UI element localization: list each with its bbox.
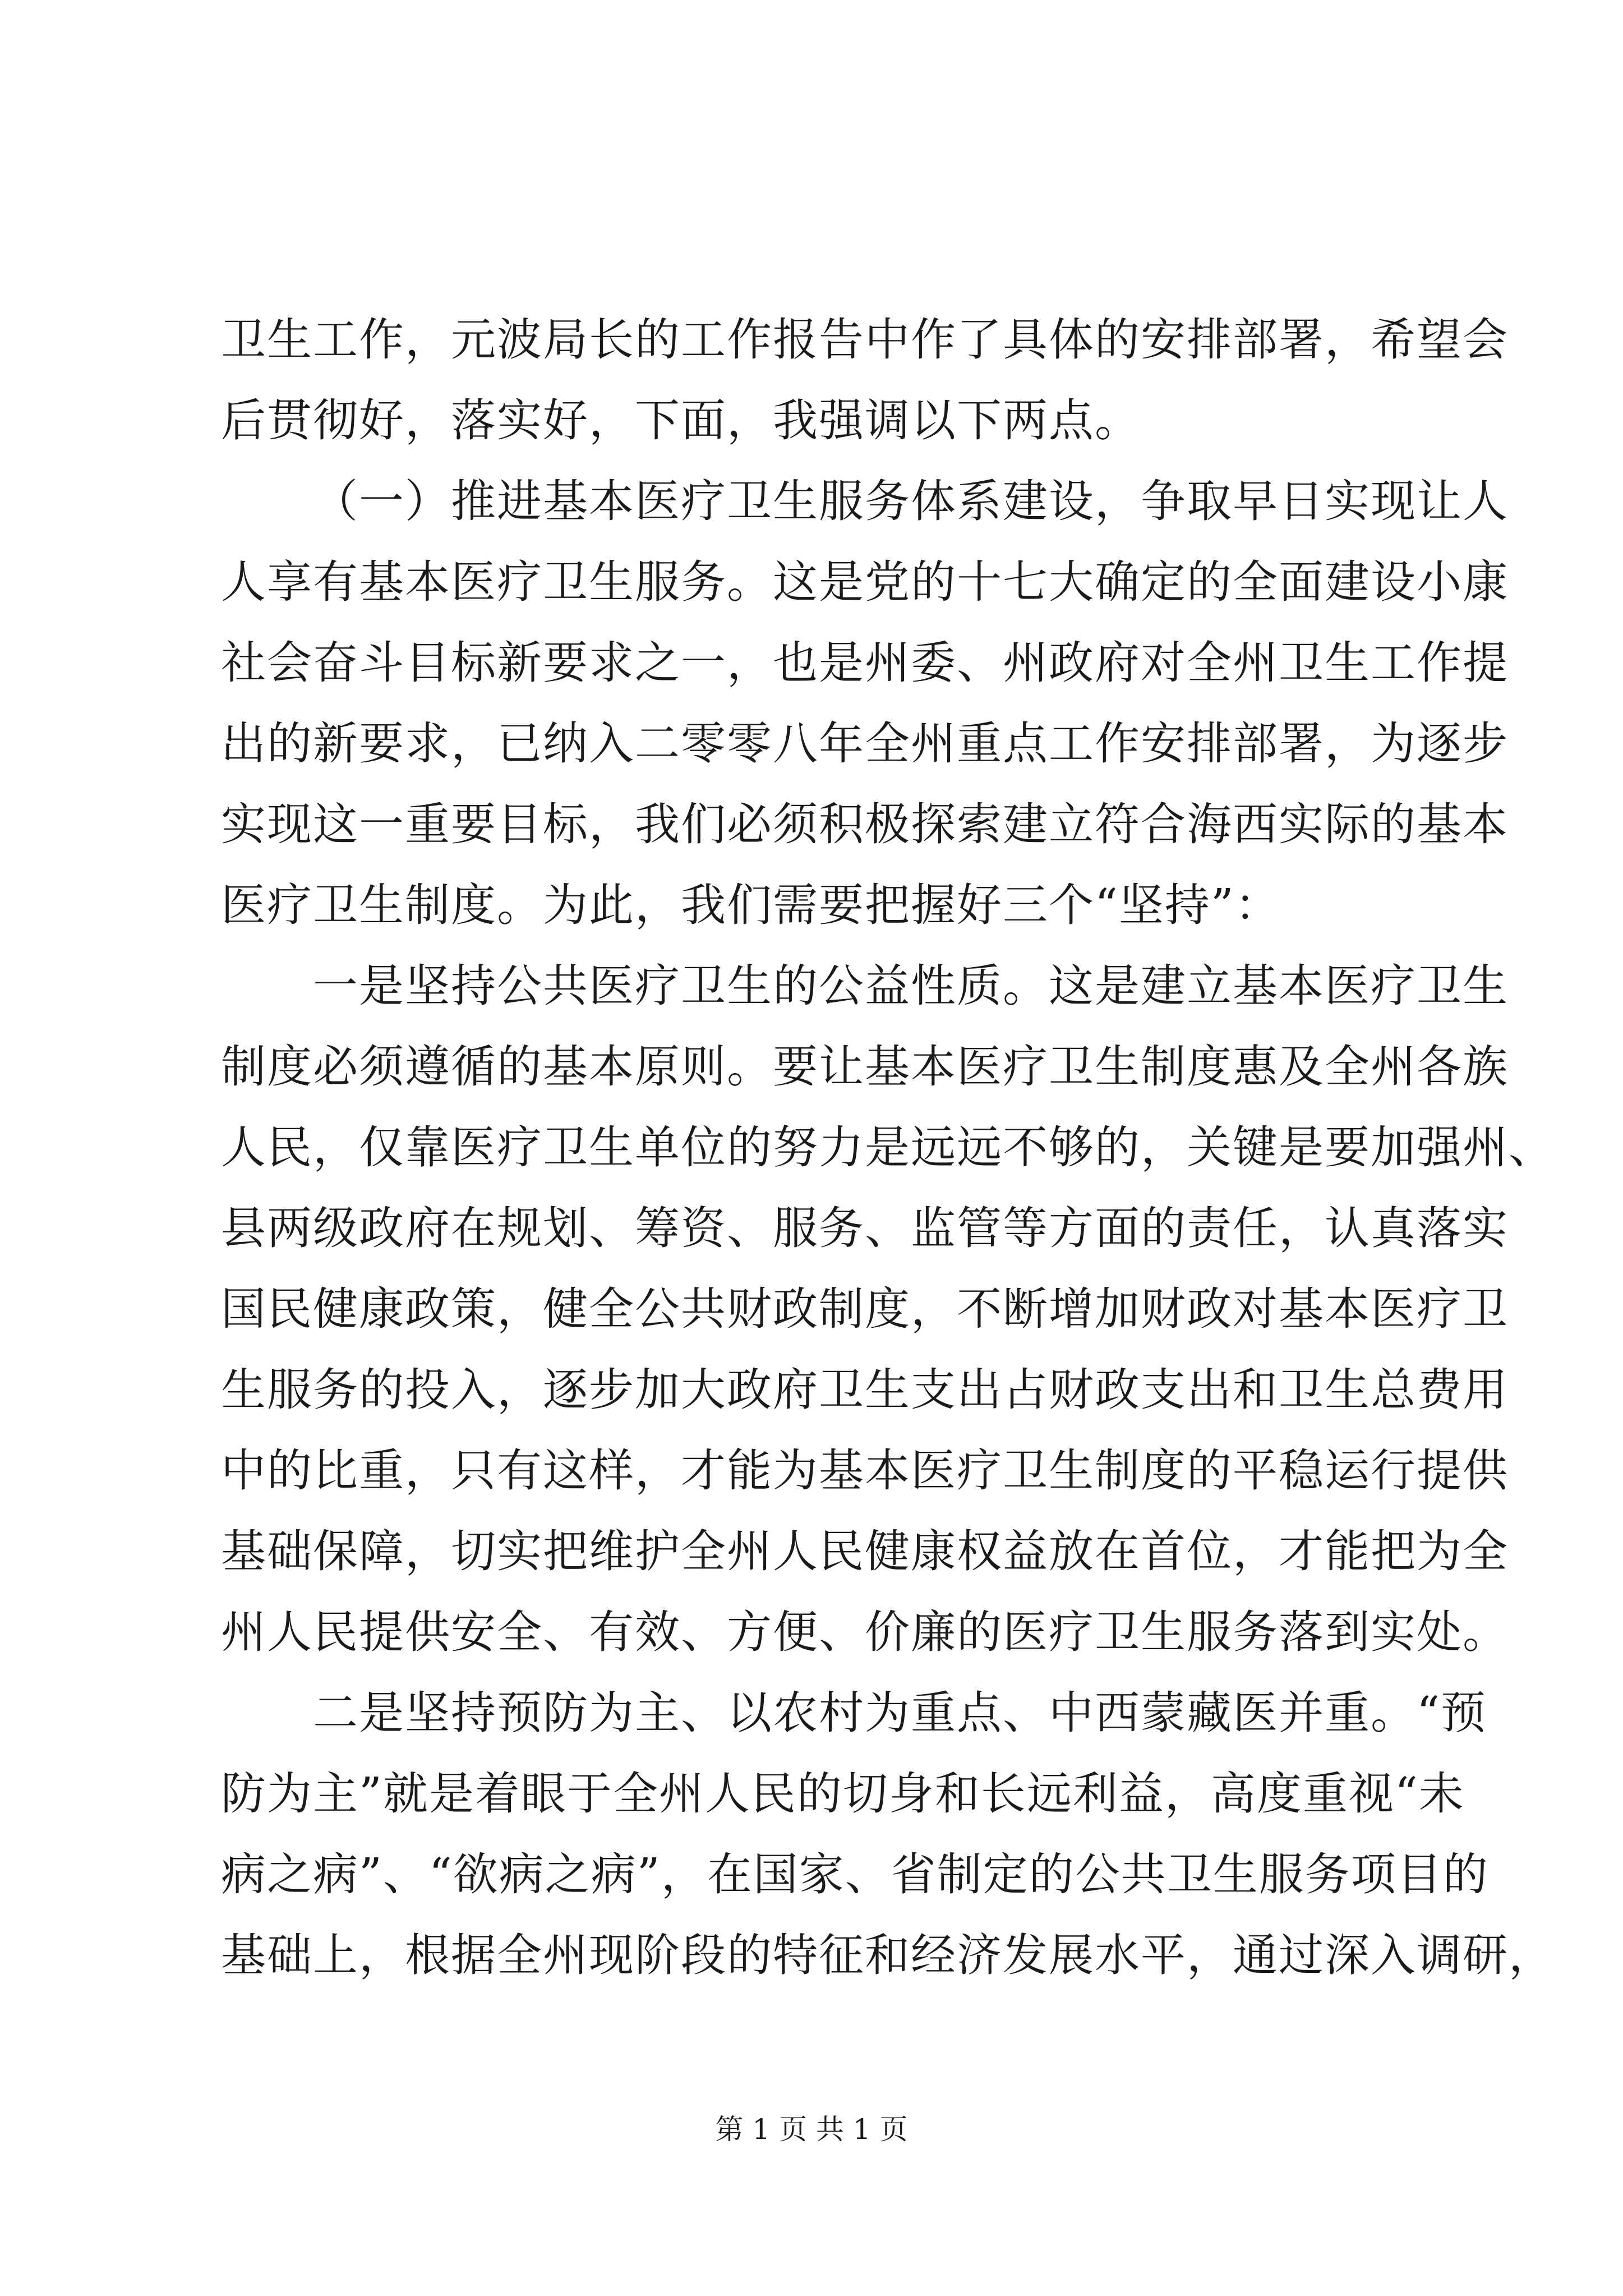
document-body (221, 300, 1555, 1996)
text-line: 出的新要求，已纳入二零零八年全州重点工作安排部署，为逐步 (221, 717, 1509, 770)
text-line: 病之病”、“欲病之病”，在国家、省制定的公共卫生服务项目的 (221, 1848, 1489, 1901)
paragraph-heading-line: （一）推进基本医疗卫生服务体系建设，争取早日实现让人 (313, 475, 1509, 527)
text-line: 后贯彻好，落实好，下面，我强调以下两点。 (221, 394, 1141, 447)
text-line: 实现这一重要目标，我们必须积极探索建立符合海西实际的基本 (221, 798, 1509, 850)
text-line: 县两级政府在规划、筹资、服务、监管等方面的责任，认真落实 (221, 1202, 1509, 1254)
text-line: 卫生工作，元波局长的工作报告中作了具体的安排部署，希望会 (221, 314, 1509, 366)
text-line: 人享有基本医疗卫生服务。这是党的十七大确定的全面建设小康 (221, 556, 1509, 608)
page-number-footer: 第 1 页 共 1 页 (715, 2113, 908, 2146)
paragraph-first-line: 一是坚持公共医疗卫生的公益性质。这是建立基本医疗卫生 (313, 960, 1509, 1012)
text-line: 基础保障，切实把维护全州人民健康权益放在首位，才能把为全 (221, 1525, 1509, 1577)
text-line: 中的比重，只有这样，才能为基本医疗卫生制度的平稳运行提供 (221, 1444, 1509, 1497)
text-line: 基础上，根据全州现阶段的特征和经济发展水平，通过深入调研， (221, 1929, 1555, 1981)
text-line: 国民健康政策，健全公共财政制度，不断增加财政对基本医疗卫 (221, 1283, 1509, 1335)
text-line: 州人民提供安全、有效、方便、价廉的医疗卫生服务落到实处。 (221, 1606, 1509, 1658)
text-line: 医疗卫生制度。为此，我们需要把握好三个“坚持”： (221, 879, 1281, 931)
text-line: 制度必须遵循的基本原则。要让基本医疗卫生制度惠及全州各族 (221, 1041, 1509, 1093)
text-line: 防为主”就是着眼于全州人民的切身和长远利益，高度重视“未 (221, 1768, 1465, 1820)
text-line: 人民，仅靠医疗卫生单位的努力是远远不够的，关键是要加强州、 (221, 1121, 1555, 1174)
paragraph-first-line: 二是坚持预防为主、以农村为重点、中西蒙藏医并重。“预 (313, 1687, 1487, 1739)
text-line: 生服务的投入，逐步加大政府卫生支出占财政支出和卫生总费用 (221, 1364, 1509, 1416)
text-line: 社会奋斗目标新要求之一，也是州委、州政府对全州卫生工作提 (221, 637, 1509, 689)
